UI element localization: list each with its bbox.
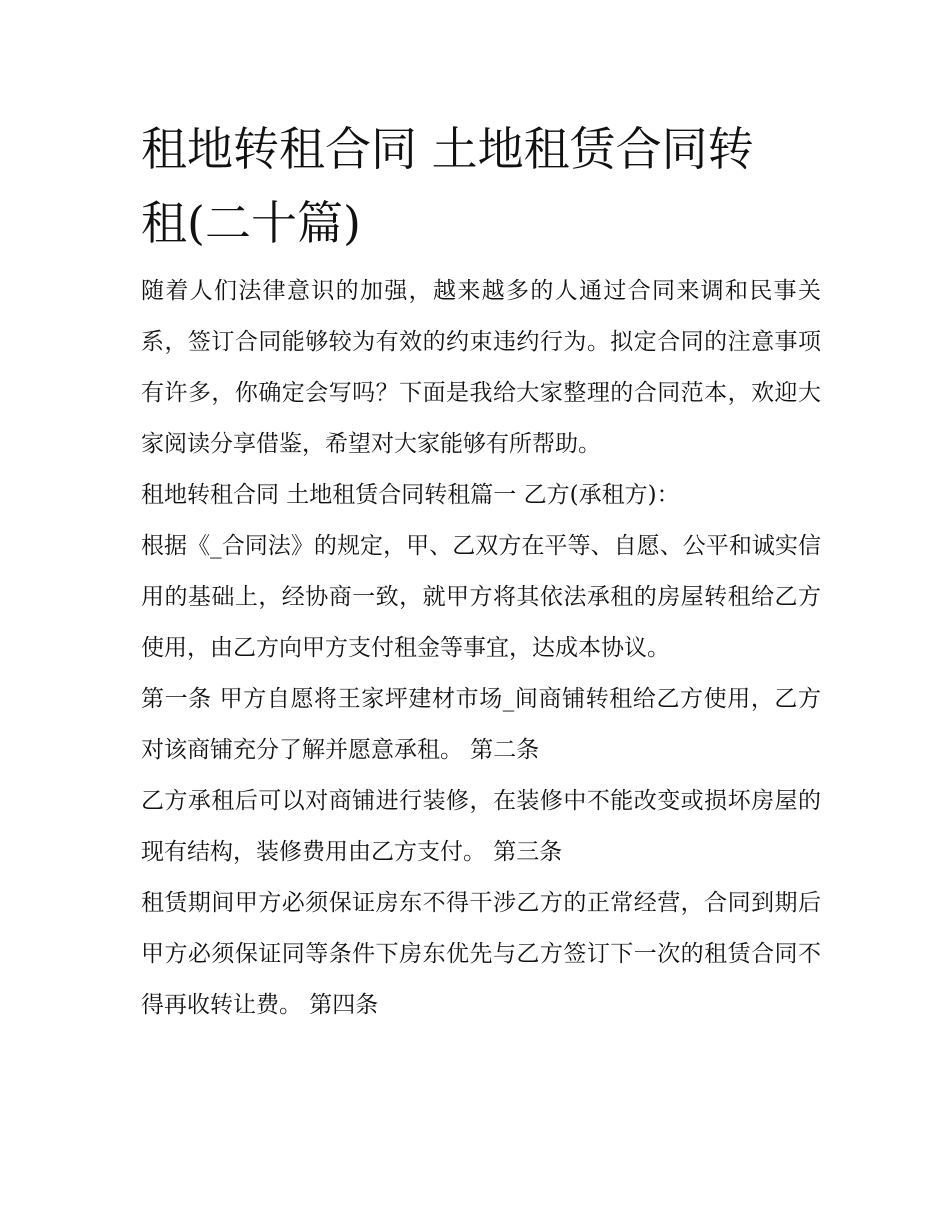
document-page (141, 112, 821, 1031)
section-heading: 租地转租合同 土地租赁合同转租篇一 乙方(承租方)： (141, 482, 680, 508)
document-title (141, 112, 821, 260)
article-2-paragraph: 乙方承租后可以对商铺进行装修，在装修中不能改变或损坏房屋的现有结构，装修费用由乙方支付。 第三条 (141, 788, 821, 865)
intro-paragraph: 随着人们法律意识的加强，越来越多的人通过合同来调和民事关系，签订合同能够较为有效的约束违约行为。拟定合同的注意事项有许多，你确定会写吗？下面是我给大家整理的合同范本，欢迎大家阅读分享借鉴，希望对大家能够有所帮助。 (141, 278, 821, 457)
title-line-2: 租(二十篇) (141, 196, 361, 250)
title-line-1: 租地转租合同 土地租赁合同转 (141, 122, 754, 176)
preamble-paragraph: 根据《_合同法》的规定，甲、乙双方在平等、自愿、公平和诚实信用的基础上，经协商一致，就甲方将其依法承租的房屋转租给乙方使用，由乙方向甲方支付租金等事宜，达成本协议。 (141, 533, 821, 661)
article-3-paragraph: 租赁期间甲方必须保证房东不得干涉乙方的正常经营，合同到期后甲方必须保证同等条件下房东优先与乙方签订下一次的租赁合同不得再收转让费。 第四条 (141, 890, 821, 1018)
article-1-paragraph: 第一条 甲方自愿将王家坪建材市场_间商铺转租给乙方使用，乙方对该商铺充分了解并愿意承租。 第二条 (141, 686, 821, 763)
